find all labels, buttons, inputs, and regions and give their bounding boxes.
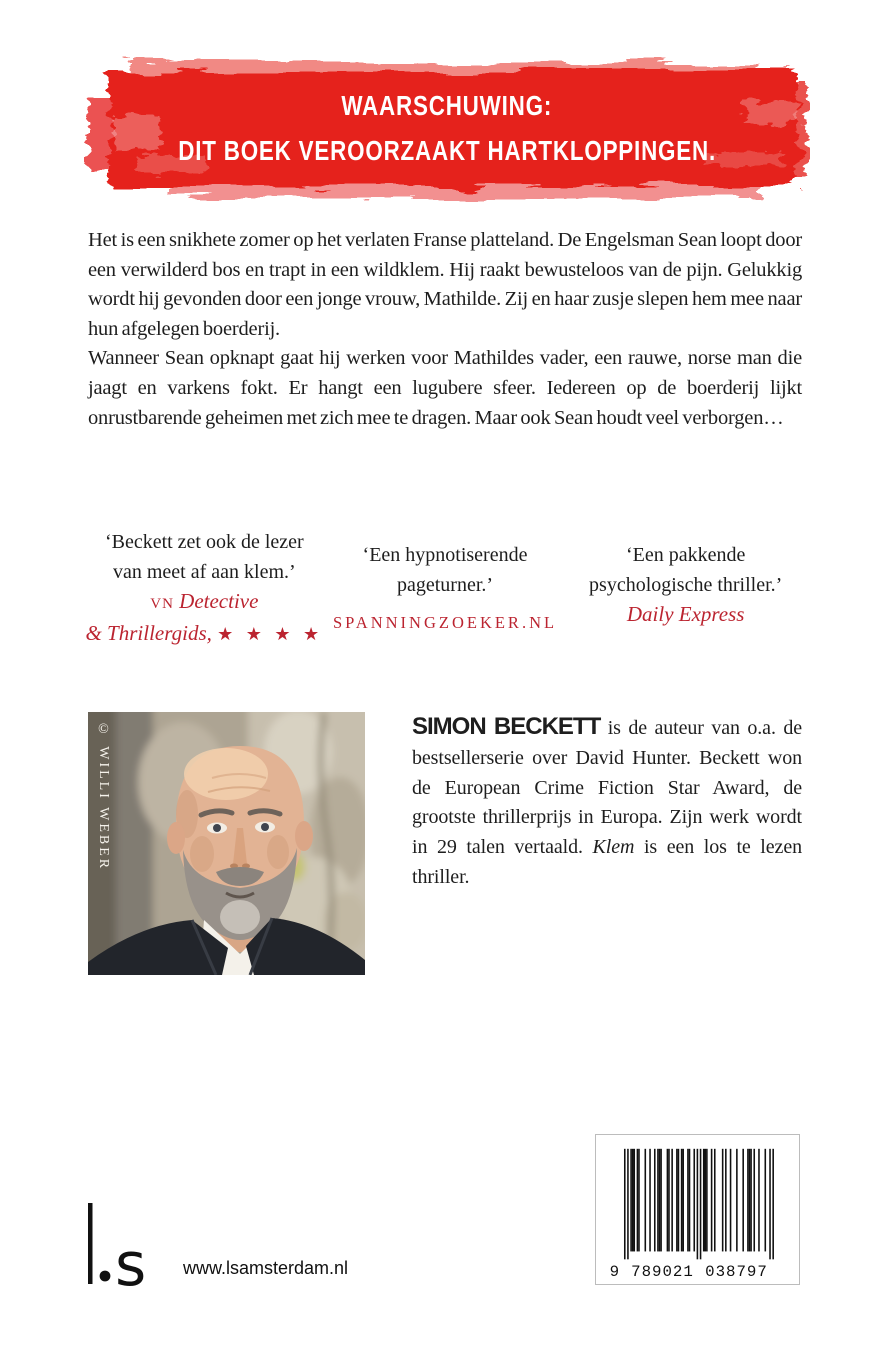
quote-spanningzoeker: [325, 527, 566, 649]
quote-source: Daily Express: [626, 602, 745, 626]
warning-banner: [84, 56, 810, 206]
review-quotes: [84, 527, 806, 649]
barcode-digit-group: 9: [609, 1263, 621, 1282]
quote-text: ‘Een hypnotiserende: [362, 544, 528, 566]
logo-dot: [100, 1271, 111, 1282]
author-section: [88, 712, 802, 975]
quote-text: ‘Een pakkende: [625, 544, 746, 566]
portrait-illustration: [88, 712, 365, 975]
quote-text: van meet af aan klem.’: [112, 561, 296, 583]
bio-text: is een los te lezen thriller.: [412, 836, 802, 888]
logo-s: s: [115, 1230, 147, 1290]
warning-line-1: WAARSCHUWING:: [341, 90, 553, 121]
bio-text: is de auteur van o.a. de bestsellerserie over David Hunter. Beckett won de European Crime Fiction Star Award, de grootste thrillerprijs in Europa. Zijn werk wordt in 29 talen vertaald.: [412, 717, 802, 859]
logo-l-bar: [88, 1203, 93, 1284]
quote-text: psychologische thriller.’: [589, 574, 783, 596]
quote-text: pageturner.’: [396, 574, 494, 596]
author-bio: [412, 712, 802, 975]
barcode-svg: [596, 1135, 799, 1284]
synopsis: [88, 226, 802, 433]
synopsis-paragraph-1: Het is een snikhete zomer op het verlaten Franse platteland. De Engelsman Sean loopt door een verwilderd bos en trapt in een wildklem. Hij raakt bewusteloos van de pijn. Gelukkig wordt hij gevonden door een jonge vrouw, Mathilde. Zij en haar zusje slepen hem mee naar hun afgelegen boerderij.: [88, 229, 802, 340]
barcode: [595, 1134, 800, 1285]
quote-source: VN Detective & Thrillergids, ★ ★ ★ ★: [85, 589, 324, 645]
author-photo: [88, 712, 365, 975]
author-name: SIMON BECKETT: [412, 713, 601, 740]
quote-daily-express: [565, 527, 806, 649]
barcode-bars: [624, 1149, 774, 1260]
quote-text: ‘Beckett zet ook de lezer: [104, 531, 304, 553]
book-title: Klem: [592, 836, 635, 859]
website-url: www.lsamsterdam.nl: [183, 1258, 349, 1278]
warning-line-2: DIT BOEK VEROORZAAKT HARTKLOPPINGEN.: [178, 135, 716, 166]
warning-text: [84, 86, 810, 176]
synopsis-paragraph-2: Wanneer Sean opknapt gaat hij werken voor Mathildes vader, een rauwe, norse man die jaagt en varkens fokt. Er hangt een lugubere sfeer. Iedereen op de boerderij lijkt onrustbarende geheimen met zich mee te dragen. Maar ook Sean houdt veel verborgen…: [88, 347, 802, 429]
barcode-digit-group: 038797: [705, 1263, 768, 1282]
quote-source: SPANNINGZOEKER.NL: [332, 613, 558, 632]
photo-credit: © WILLI WEBER: [96, 722, 111, 872]
four-stars: ★ ★ ★ ★: [217, 624, 324, 644]
barcode-digit-group: 789021: [631, 1263, 694, 1282]
quote-vn-detective: [84, 527, 325, 649]
